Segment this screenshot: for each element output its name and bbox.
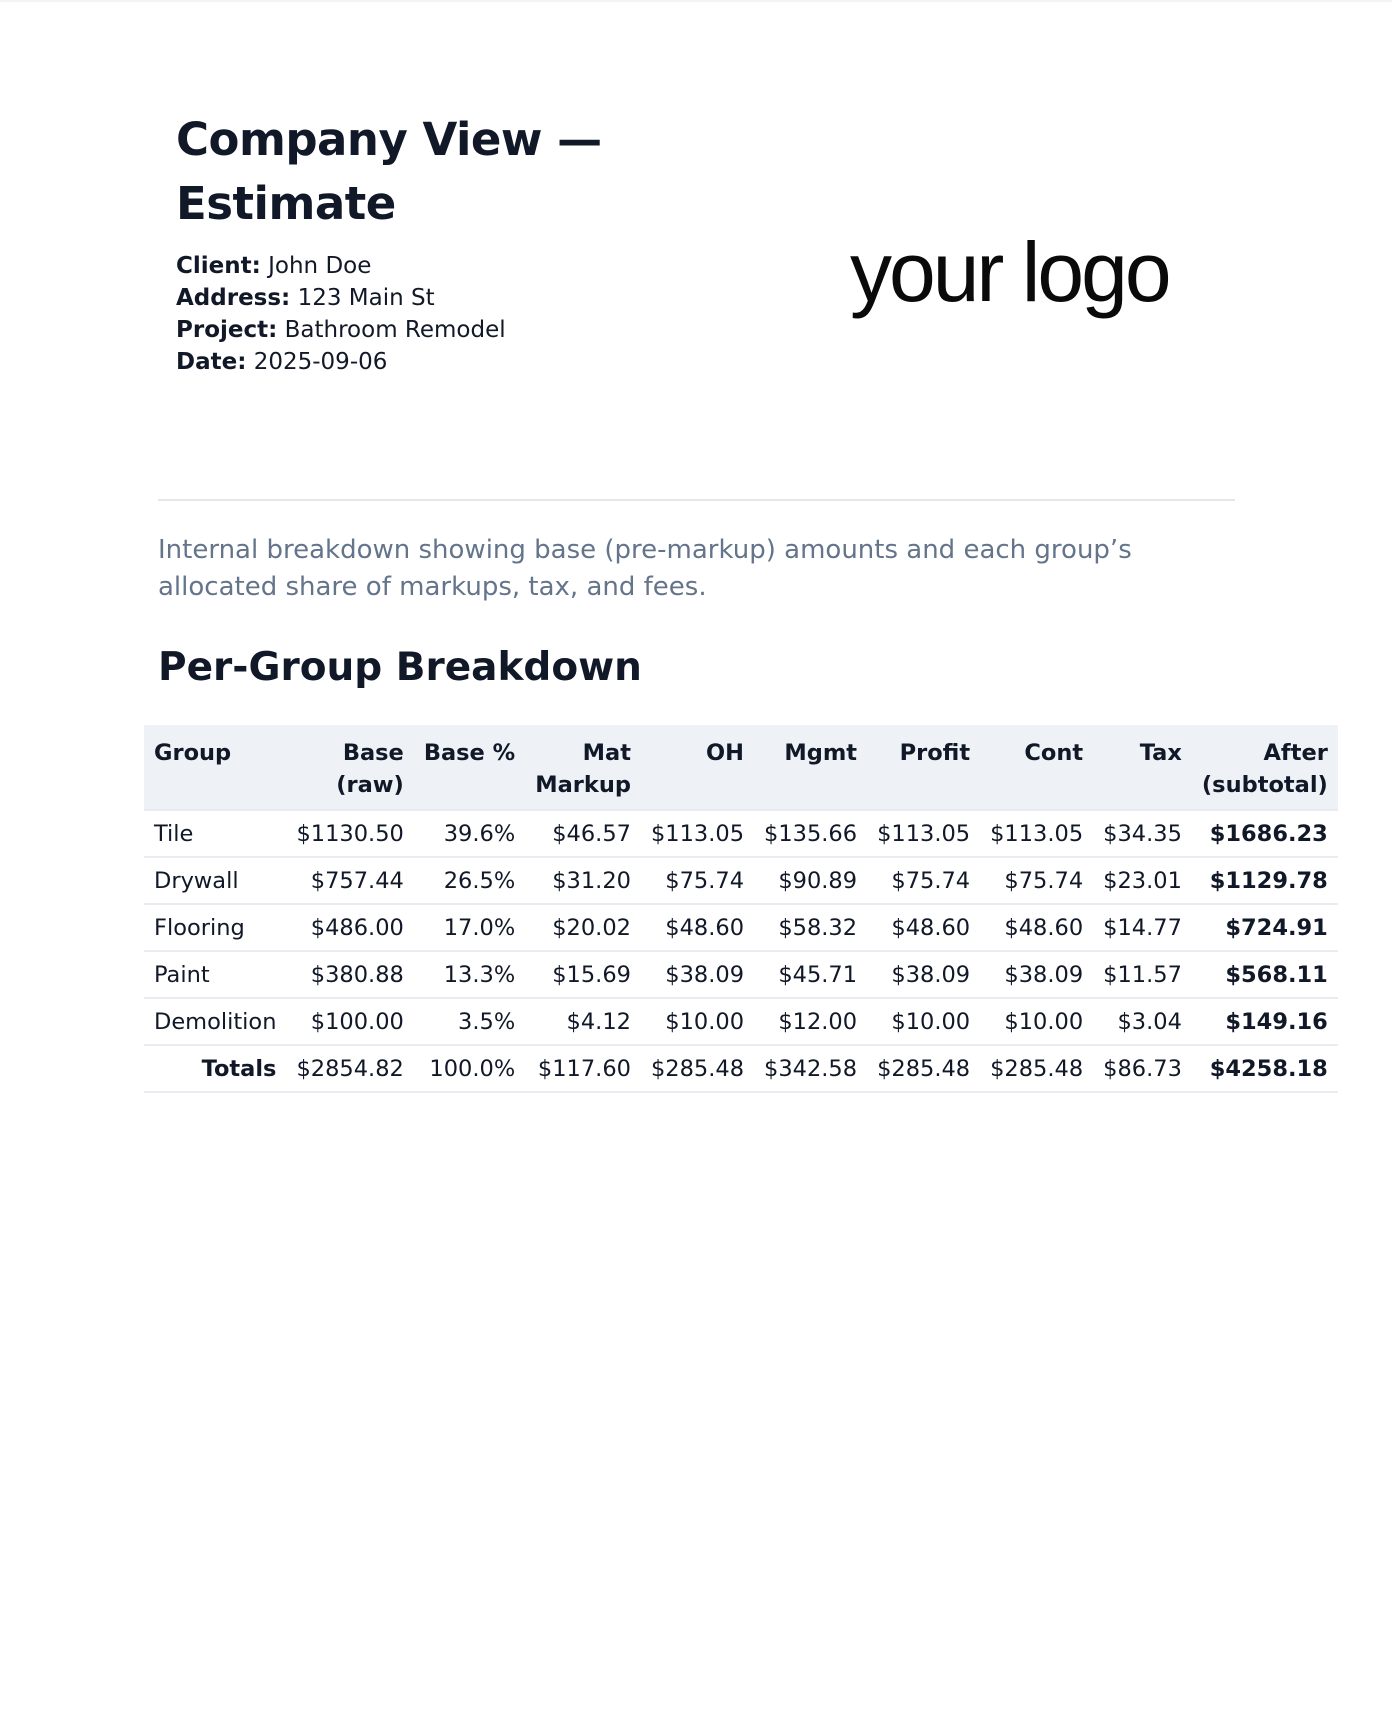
cell-cont: $113.05: [980, 810, 1093, 857]
date-line: [176, 346, 796, 378]
total-tax: $86.73: [1093, 1045, 1192, 1092]
cell-oh: $113.05: [641, 810, 754, 857]
cell-base: $380.88: [286, 951, 413, 998]
cell-base-pct: 26.5%: [414, 857, 525, 904]
cell-base-pct: 3.5%: [414, 998, 525, 1045]
table-row: [144, 810, 1338, 857]
cell-mat-markup: $4.12: [525, 998, 641, 1045]
cell-oh: $10.00: [641, 998, 754, 1045]
header-base-pct: Base %: [414, 725, 525, 810]
table-header-row: [144, 725, 1338, 810]
table-row: [144, 857, 1338, 904]
header-group: Group: [144, 725, 286, 810]
cell-tax: $3.04: [1093, 998, 1192, 1045]
date-label: Date:: [176, 349, 247, 375]
cell-profit: $75.74: [867, 857, 980, 904]
cell-tax: $14.77: [1093, 904, 1192, 951]
cell-base-pct: 39.6%: [414, 810, 525, 857]
cell-mat-markup: $46.57: [525, 810, 641, 857]
totals-label: Totals: [144, 1045, 286, 1092]
cell-mgmt: $45.71: [754, 951, 867, 998]
cell-base: $100.00: [286, 998, 413, 1045]
cell-base-pct: 13.3%: [414, 951, 525, 998]
client-line: [176, 250, 796, 282]
header-oh: OH: [641, 725, 754, 810]
header-profit: Profit: [867, 725, 980, 810]
date-value: 2025-09-06: [253, 349, 388, 375]
total-base-pct: 100.0%: [414, 1045, 525, 1092]
cell-oh: $48.60: [641, 904, 754, 951]
cell-base: $757.44: [286, 857, 413, 904]
cell-group: Drywall: [144, 857, 286, 904]
section-title: Per-Group Breakdown: [158, 645, 642, 690]
address-value: 123 Main St: [297, 285, 435, 311]
project-value: Bathroom Remodel: [284, 317, 506, 343]
cell-tax: $23.01: [1093, 857, 1192, 904]
cell-mat-markup: $31.20: [525, 857, 641, 904]
cell-after: $568.11: [1192, 951, 1338, 998]
cell-group: Paint: [144, 951, 286, 998]
cell-base: $486.00: [286, 904, 413, 951]
header-tax: Tax: [1093, 725, 1192, 810]
cell-oh: $75.74: [641, 857, 754, 904]
cell-base-pct: 17.0%: [414, 904, 525, 951]
cell-profit: $113.05: [867, 810, 980, 857]
top-rule: [0, 0, 1392, 2]
cell-oh: $38.09: [641, 951, 754, 998]
cell-mat-markup: $15.69: [525, 951, 641, 998]
total-base: $2854.82: [286, 1045, 413, 1092]
header-base-raw: Base (raw): [286, 725, 413, 810]
header-mgmt: Mgmt: [754, 725, 867, 810]
company-logo: your logo: [850, 225, 1169, 319]
cell-tax: $11.57: [1093, 951, 1192, 998]
intro-text: Internal breakdown showing base (pre-markup) amounts and each group’s allocated share of markups, tax, and fees.: [158, 535, 1132, 602]
total-profit: $285.48: [867, 1045, 980, 1092]
cell-after: $1686.23: [1192, 810, 1338, 857]
cell-profit: $10.00: [867, 998, 980, 1045]
cell-tax: $34.35: [1093, 810, 1192, 857]
cell-group: Demolition: [144, 998, 286, 1045]
project-line: [176, 314, 796, 346]
total-mgmt: $342.58: [754, 1045, 867, 1092]
total-oh: $285.48: [641, 1045, 754, 1092]
header-after: After (subtotal): [1192, 725, 1338, 810]
total-after: $4258.18: [1192, 1045, 1338, 1092]
cell-mat-markup: $20.02: [525, 904, 641, 951]
totals-row: [144, 1045, 1338, 1092]
section-divider: [158, 499, 1235, 501]
cell-profit: $38.09: [867, 951, 980, 998]
address-label: Address:: [176, 285, 291, 311]
total-mat-markup: $117.60: [525, 1045, 641, 1092]
estimate-meta: [176, 250, 796, 378]
client-label: Client:: [176, 253, 261, 279]
estimate-header: [176, 108, 796, 378]
cell-cont: $10.00: [980, 998, 1093, 1045]
cell-group: Tile: [144, 810, 286, 857]
cell-mgmt: $12.00: [754, 998, 867, 1045]
cell-cont: $48.60: [980, 904, 1093, 951]
cell-base: $1130.50: [286, 810, 413, 857]
address-line: [176, 282, 796, 314]
cell-profit: $48.60: [867, 904, 980, 951]
cell-group: Flooring: [144, 904, 286, 951]
cell-mgmt: $135.66: [754, 810, 867, 857]
cell-after: $149.16: [1192, 998, 1338, 1045]
header-mat-markup: Mat Markup: [525, 725, 641, 810]
cell-cont: $38.09: [980, 951, 1093, 998]
cell-after: $1129.78: [1192, 857, 1338, 904]
cell-mgmt: $58.32: [754, 904, 867, 951]
total-cont: $285.48: [980, 1045, 1093, 1092]
table-row: [144, 904, 1338, 951]
header-cont: Cont: [980, 725, 1093, 810]
cell-after: $724.91: [1192, 904, 1338, 951]
cell-cont: $75.74: [980, 857, 1093, 904]
client-value: John Doe: [268, 253, 372, 279]
table-row: [144, 951, 1338, 998]
cell-mgmt: $90.89: [754, 857, 867, 904]
project-label: Project:: [176, 317, 278, 343]
breakdown-table: [144, 725, 1338, 1093]
table-row: [144, 998, 1338, 1045]
page-title: Company View — Estimate: [176, 113, 602, 230]
